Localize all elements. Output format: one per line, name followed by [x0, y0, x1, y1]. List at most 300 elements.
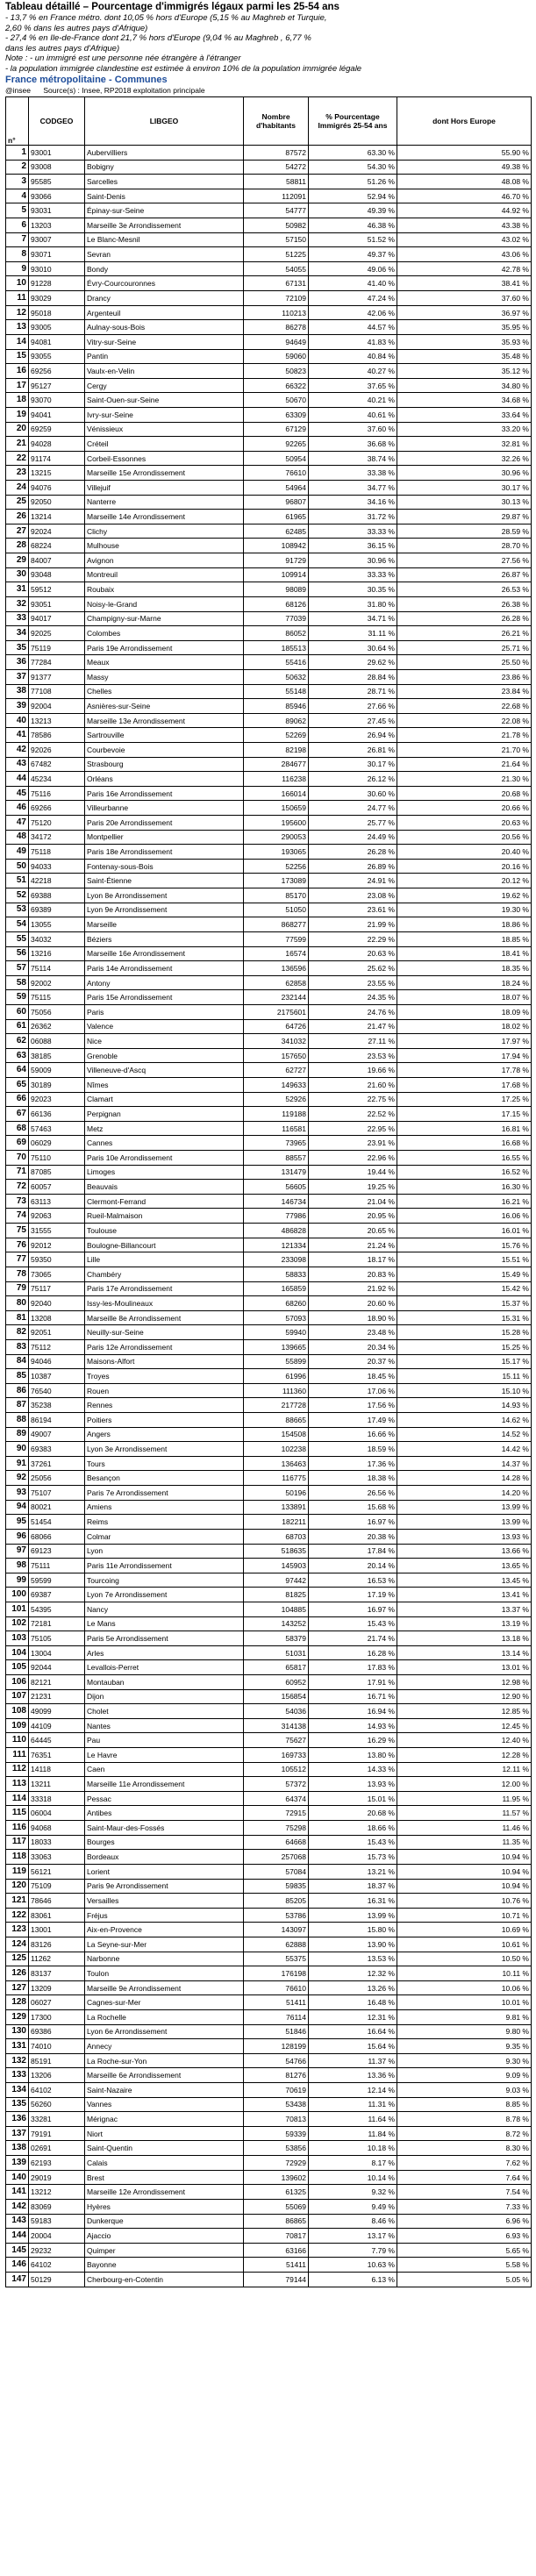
- population-cell: 60952: [244, 1674, 309, 1689]
- population-cell: 64668: [244, 1835, 309, 1850]
- population-cell: 518635: [244, 1544, 309, 1559]
- codgeo-cell: 13214: [29, 510, 85, 524]
- immigrant-pct-cell: 16.64 %: [309, 2024, 397, 2039]
- population-cell: 62858: [244, 975, 309, 990]
- immigrant-pct-cell: 13.36 %: [309, 2068, 397, 2083]
- rank-cell: 123: [6, 1923, 29, 1937]
- non-europe-pct-cell: 13.41 %: [397, 1588, 532, 1602]
- population-cell: 868277: [244, 917, 309, 932]
- codgeo-cell: 92025: [29, 626, 85, 641]
- non-europe-pct-cell: 10.94 %: [397, 1879, 532, 1894]
- libgeo-cell: Orléans: [85, 772, 244, 787]
- population-cell: 58833: [244, 1267, 309, 1281]
- immigrant-pct-cell: 18.45 %: [309, 1369, 397, 1384]
- rank-cell: 110: [6, 1733, 29, 1748]
- immigrant-pct-cell: 20.63 %: [309, 946, 397, 961]
- table-row: [6, 1413, 532, 1428]
- table-row: [6, 2214, 532, 2229]
- codgeo-cell: 62193: [29, 2156, 85, 2171]
- libgeo-cell: Fréjus: [85, 1908, 244, 1923]
- libgeo-cell: Paris 9e Arrondissement: [85, 1879, 244, 1894]
- rank-cell: 81: [6, 1310, 29, 1325]
- non-europe-pct-cell: 15.28 %: [397, 1325, 532, 1340]
- immigrant-pct-cell: 46.38 %: [309, 218, 397, 233]
- libgeo-cell: Troyes: [85, 1369, 244, 1384]
- non-europe-pct-cell: 9.09 %: [397, 2068, 532, 2083]
- non-europe-pct-cell: 12.45 %: [397, 1718, 532, 1733]
- table-row: [6, 1383, 532, 1398]
- codgeo-cell: 26362: [29, 1019, 85, 1034]
- rank-cell: 26: [6, 510, 29, 524]
- population-cell: 57372: [244, 1777, 309, 1792]
- libgeo-cell: Courbevoie: [85, 742, 244, 757]
- immigrant-pct-cell: 16.53 %: [309, 1573, 397, 1588]
- libgeo-cell: Pessac: [85, 1791, 244, 1806]
- non-europe-pct-cell: 8.85 %: [397, 2097, 532, 2112]
- libgeo-cell: Noisy-le-Grand: [85, 596, 244, 611]
- immigrant-pct-cell: 15.01 %: [309, 1791, 397, 1806]
- table-row: [6, 830, 532, 845]
- table-body: [6, 146, 532, 2287]
- libgeo-cell: Marseille 13e Arrondissement: [85, 713, 244, 728]
- codgeo-cell: 82121: [29, 1674, 85, 1689]
- non-europe-pct-cell: 20.12 %: [397, 874, 532, 888]
- codgeo-cell: 94028: [29, 437, 85, 452]
- codgeo-cell: 17300: [29, 2010, 85, 2025]
- codgeo-cell: 68224: [29, 539, 85, 553]
- population-cell: 133891: [244, 1500, 309, 1515]
- rank-cell: 98: [6, 1559, 29, 1573]
- libgeo-cell: Béziers: [85, 931, 244, 946]
- non-europe-pct-cell: 32.26 %: [397, 451, 532, 466]
- rank-cell: 40: [6, 713, 29, 728]
- table-row: [6, 626, 532, 641]
- libgeo-cell: Vénissieux: [85, 422, 244, 437]
- libgeo-cell: Évry-Courcouronnes: [85, 276, 244, 291]
- libgeo-cell: Rennes: [85, 1398, 244, 1413]
- rank-cell: 127: [6, 1980, 29, 1995]
- non-europe-pct-cell: 15.49 %: [397, 1267, 532, 1281]
- immigrant-pct-cell: 20.14 %: [309, 1559, 397, 1573]
- codgeo-cell: 69387: [29, 1588, 85, 1602]
- libgeo-cell: Beauvais: [85, 1180, 244, 1195]
- population-cell: 51225: [244, 247, 309, 262]
- table-row: [6, 1486, 532, 1501]
- non-europe-pct-cell: 13.45 %: [397, 1573, 532, 1588]
- rank-cell: 29: [6, 553, 29, 568]
- table-row: [6, 1427, 532, 1442]
- population-cell: 56605: [244, 1180, 309, 1195]
- table-row: [6, 742, 532, 757]
- population-cell: 76114: [244, 2010, 309, 2025]
- libgeo-cell: Le Havre: [85, 1748, 244, 1763]
- population-cell: 87572: [244, 146, 309, 161]
- table-row: [6, 407, 532, 422]
- population-cell: 54777: [244, 203, 309, 218]
- rank-cell: 34: [6, 626, 29, 641]
- table-row: [6, 845, 532, 860]
- population-cell: 145903: [244, 1559, 309, 1573]
- rank-cell: 135: [6, 2097, 29, 2112]
- population-cell: 55416: [244, 655, 309, 670]
- non-europe-pct-cell: 15.10 %: [397, 1383, 532, 1398]
- codgeo-cell: 77108: [29, 684, 85, 699]
- codgeo-cell: 73065: [29, 1267, 85, 1281]
- population-cell: 72109: [244, 291, 309, 306]
- non-europe-pct-cell: 17.94 %: [397, 1048, 532, 1063]
- table-row: [6, 582, 532, 597]
- non-europe-pct-cell: 17.25 %: [397, 1092, 532, 1107]
- libgeo-cell: Angers: [85, 1427, 244, 1442]
- codgeo-cell: 14118: [29, 1762, 85, 1777]
- libgeo-cell: Paris 20e Arrondissement: [85, 816, 244, 831]
- table-row: [6, 1864, 532, 1879]
- non-europe-pct-cell: 10.76 %: [397, 1894, 532, 1909]
- population-cell: 154508: [244, 1427, 309, 1442]
- codgeo-cell: 92044: [29, 1660, 85, 1675]
- table-row: [6, 261, 532, 276]
- non-europe-pct-cell: 26.38 %: [397, 596, 532, 611]
- table-row: [6, 1923, 532, 1937]
- non-europe-pct-cell: 8.78 %: [397, 2112, 532, 2127]
- rank-cell: 112: [6, 1762, 29, 1777]
- rank-cell: 12: [6, 305, 29, 320]
- immigrant-pct-cell: 63.30 %: [309, 146, 397, 161]
- table-row: [6, 1471, 532, 1486]
- libgeo-cell: Strasbourg: [85, 757, 244, 772]
- immigrant-pct-cell: 16.71 %: [309, 1689, 397, 1704]
- libgeo-cell: Paris 17e Arrondissement: [85, 1281, 244, 1296]
- table-row: [6, 684, 532, 699]
- rank-cell: 113: [6, 1777, 29, 1792]
- non-europe-pct-cell: 10.06 %: [397, 1980, 532, 1995]
- rank-cell: 24: [6, 481, 29, 496]
- rank-cell: 131: [6, 2039, 29, 2054]
- immigrant-pct-cell: 41.83 %: [309, 334, 397, 349]
- rank-cell: 11: [6, 291, 29, 306]
- non-europe-pct-cell: 18.85 %: [397, 931, 532, 946]
- codgeo-cell: 75117: [29, 1281, 85, 1296]
- libgeo-cell: La Seyne-sur-Mer: [85, 1937, 244, 1952]
- libgeo-cell: Rueil-Malmaison: [85, 1209, 244, 1224]
- table-row: [6, 1835, 532, 1850]
- table-row: [6, 2097, 532, 2112]
- libgeo-cell: Meaux: [85, 655, 244, 670]
- libgeo-cell: Drancy: [85, 291, 244, 306]
- non-europe-pct-cell: 5.58 %: [397, 2258, 532, 2273]
- libgeo-cell: Dunkerque: [85, 2214, 244, 2229]
- libgeo-cell: Montpellier: [85, 830, 244, 845]
- table-row: [6, 232, 532, 247]
- non-europe-pct-cell: 15.31 %: [397, 1310, 532, 1325]
- immigrant-pct-cell: 14.33 %: [309, 1762, 397, 1777]
- immigrant-pct-cell: 24.77 %: [309, 801, 397, 816]
- population-cell: 290053: [244, 830, 309, 845]
- immigrant-pct-cell: 16.97 %: [309, 1515, 397, 1530]
- population-cell: 62727: [244, 1063, 309, 1078]
- codgeo-cell: 69266: [29, 801, 85, 816]
- table-header: [6, 97, 532, 146]
- rank-cell: 44: [6, 772, 29, 787]
- non-europe-pct-cell: 30.17 %: [397, 481, 532, 496]
- population-cell: 50196: [244, 1486, 309, 1501]
- table-row: [6, 1704, 532, 1719]
- libgeo-cell: Nîmes: [85, 1078, 244, 1093]
- libgeo-cell: Lyon 7e Arrondissement: [85, 1588, 244, 1602]
- population-cell: 53438: [244, 2097, 309, 2112]
- rank-cell: 133: [6, 2068, 29, 2083]
- rank-cell: 33: [6, 611, 29, 626]
- population-cell: 65817: [244, 1660, 309, 1675]
- table-row: [6, 888, 532, 903]
- immigrant-pct-cell: 36.15 %: [309, 539, 397, 553]
- population-cell: 64726: [244, 1019, 309, 1034]
- rank-cell: 95: [6, 1515, 29, 1530]
- population-cell: 77986: [244, 1209, 309, 1224]
- non-europe-pct-cell: 28.59 %: [397, 524, 532, 539]
- libgeo-cell: Argenteuil: [85, 305, 244, 320]
- table-row: [6, 1515, 532, 1530]
- column-header-immigrant-pct: % Pourcentage Immigrés 25-54 ans: [309, 97, 397, 146]
- table-row: [6, 276, 532, 291]
- codgeo-cell: 13209: [29, 1980, 85, 1995]
- non-europe-pct-cell: 17.68 %: [397, 1078, 532, 1093]
- immigrant-pct-cell: 17.91 %: [309, 1674, 397, 1689]
- table-row: [6, 393, 532, 408]
- immigrant-pct-cell: 9.32 %: [309, 2185, 397, 2200]
- table-row: [6, 481, 532, 496]
- libgeo-cell: Marseille 12e Arrondissement: [85, 2185, 244, 2200]
- immigrant-pct-cell: 29.62 %: [309, 655, 397, 670]
- immigrant-pct-cell: 18.66 %: [309, 1821, 397, 1836]
- table-row: [6, 2243, 532, 2258]
- rank-cell: 50: [6, 859, 29, 874]
- immigrant-pct-cell: 51.52 %: [309, 232, 397, 247]
- immigrant-pct-cell: 16.28 %: [309, 1645, 397, 1660]
- codgeo-cell: 34032: [29, 931, 85, 946]
- libgeo-cell: Montauban: [85, 1674, 244, 1689]
- population-cell: 98089: [244, 582, 309, 597]
- libgeo-cell: Sarcelles: [85, 175, 244, 189]
- codgeo-cell: 69383: [29, 1442, 85, 1457]
- non-europe-pct-cell: 16.52 %: [397, 1165, 532, 1180]
- libgeo-cell: Tours: [85, 1456, 244, 1471]
- immigrant-pct-cell: 20.68 %: [309, 1806, 397, 1821]
- codgeo-cell: 75111: [29, 1559, 85, 1573]
- table-row: [6, 1937, 532, 1952]
- libgeo-cell: Chelles: [85, 684, 244, 699]
- codgeo-cell: 56260: [29, 2097, 85, 2112]
- population-cell: 63166: [244, 2243, 309, 2258]
- table-row: [6, 1456, 532, 1471]
- immigrant-pct-cell: 23.55 %: [309, 975, 397, 990]
- codgeo-cell: 57463: [29, 1121, 85, 1136]
- population-cell: 70813: [244, 2112, 309, 2127]
- codgeo-cell: 69256: [29, 364, 85, 379]
- codgeo-cell: 50129: [29, 2272, 85, 2287]
- population-cell: 486828: [244, 1224, 309, 1238]
- table-row: [6, 305, 532, 320]
- population-cell: 50954: [244, 451, 309, 466]
- table-row: [6, 146, 532, 161]
- non-europe-pct-cell: 23.86 %: [397, 669, 532, 684]
- libgeo-cell: Bobigny: [85, 160, 244, 175]
- codgeo-cell: 06029: [29, 1136, 85, 1151]
- libgeo-cell: Dijon: [85, 1689, 244, 1704]
- table-row: [6, 931, 532, 946]
- non-europe-pct-cell: 13.99 %: [397, 1500, 532, 1515]
- codgeo-cell: 56121: [29, 1864, 85, 1879]
- libgeo-cell: Rouen: [85, 1383, 244, 1398]
- table-row: [6, 2156, 532, 2171]
- non-europe-pct-cell: 35.95 %: [397, 320, 532, 335]
- non-europe-pct-cell: 21.70 %: [397, 742, 532, 757]
- non-europe-pct-cell: 22.08 %: [397, 713, 532, 728]
- non-europe-pct-cell: 14.93 %: [397, 1398, 532, 1413]
- table-row: [6, 2053, 532, 2068]
- table-row: [6, 334, 532, 349]
- table-row: [6, 1980, 532, 1995]
- rank-cell: 69: [6, 1136, 29, 1151]
- rank-cell: 117: [6, 1835, 29, 1850]
- population-cell: 143252: [244, 1616, 309, 1631]
- rank-cell: 93: [6, 1486, 29, 1501]
- codgeo-cell: 91228: [29, 276, 85, 291]
- population-cell: 102238: [244, 1442, 309, 1457]
- population-cell: 57093: [244, 1310, 309, 1325]
- rank-cell: 129: [6, 2010, 29, 2025]
- population-cell: 169733: [244, 1748, 309, 1763]
- table-row: [6, 1850, 532, 1865]
- table-row: [6, 669, 532, 684]
- immigrant-pct-cell: 25.62 %: [309, 961, 397, 976]
- codgeo-cell: 93029: [29, 291, 85, 306]
- immigrant-pct-cell: 8.17 %: [309, 2156, 397, 2171]
- rank-cell: 27: [6, 524, 29, 539]
- rank-cell: 36: [6, 655, 29, 670]
- immigrant-pct-cell: 18.38 %: [309, 1471, 397, 1486]
- codgeo-cell: 59350: [29, 1252, 85, 1267]
- population-cell: 50670: [244, 393, 309, 408]
- table-row: [6, 1224, 532, 1238]
- rank-cell: 118: [6, 1850, 29, 1865]
- immigrant-pct-cell: 10.18 %: [309, 2141, 397, 2156]
- table-row: [6, 655, 532, 670]
- immigrant-pct-cell: 26.81 %: [309, 742, 397, 757]
- non-europe-pct-cell: 17.78 %: [397, 1063, 532, 1078]
- immigrant-pct-cell: 34.71 %: [309, 611, 397, 626]
- libgeo-cell: Aix-en-Provence: [85, 1923, 244, 1937]
- codgeo-cell: 66136: [29, 1107, 85, 1122]
- codgeo-cell: 83137: [29, 1966, 85, 1981]
- table-row: [6, 2112, 532, 2127]
- population-cell: 136596: [244, 961, 309, 976]
- libgeo-cell: Paris 19e Arrondissement: [85, 640, 244, 655]
- population-cell: 16574: [244, 946, 309, 961]
- libgeo-cell: Cholet: [85, 1704, 244, 1719]
- immigrant-pct-cell: 26.28 %: [309, 845, 397, 860]
- rank-cell: 96: [6, 1529, 29, 1544]
- population-cell: 55069: [244, 2199, 309, 2214]
- non-europe-pct-cell: 13.65 %: [397, 1559, 532, 1573]
- population-cell: 173089: [244, 874, 309, 888]
- codgeo-cell: 75119: [29, 640, 85, 655]
- table-row: [6, 2199, 532, 2214]
- table-row: [6, 2229, 532, 2244]
- non-europe-pct-cell: 15.37 %: [397, 1296, 532, 1311]
- immigrant-pct-cell: 40.27 %: [309, 364, 397, 379]
- non-europe-pct-cell: 6.93 %: [397, 2229, 532, 2244]
- libgeo-cell: Vaulx-en-Velin: [85, 364, 244, 379]
- table-row: [6, 1602, 532, 1616]
- population-cell: 50823: [244, 364, 309, 379]
- table-row: [6, 1559, 532, 1573]
- non-europe-pct-cell: 12.90 %: [397, 1689, 532, 1704]
- source-line: [5, 86, 531, 95]
- immigrant-pct-cell: 33.33 %: [309, 524, 397, 539]
- rank-cell: 115: [6, 1806, 29, 1821]
- immigrant-pct-cell: 26.12 %: [309, 772, 397, 787]
- immigrant-pct-cell: 21.99 %: [309, 917, 397, 932]
- codgeo-cell: 83061: [29, 1908, 85, 1923]
- non-europe-pct-cell: 13.99 %: [397, 1515, 532, 1530]
- note-line: Note : - un immigré est une personne née étrangère à l'étranger: [5, 54, 241, 63]
- codgeo-cell: 93048: [29, 567, 85, 582]
- codgeo-cell: 13004: [29, 1645, 85, 1660]
- codgeo-cell: 67482: [29, 757, 85, 772]
- rank-cell: 119: [6, 1864, 29, 1879]
- codgeo-cell: 44109: [29, 1718, 85, 1733]
- non-europe-pct-cell: 6.96 %: [397, 2214, 532, 2229]
- codgeo-cell: 75118: [29, 845, 85, 860]
- libgeo-cell: Colombes: [85, 626, 244, 641]
- table-row: [6, 713, 532, 728]
- rank-cell: 147: [6, 2272, 29, 2287]
- immigrant-pct-cell: 21.60 %: [309, 1078, 397, 1093]
- table-row: [6, 1588, 532, 1602]
- column-header-non-europe: dont Hors Europe: [397, 97, 532, 146]
- non-europe-pct-cell: 15.51 %: [397, 1252, 532, 1267]
- table-row: [6, 1267, 532, 1281]
- rank-cell: 59: [6, 990, 29, 1005]
- population-cell: 72929: [244, 2156, 309, 2171]
- libgeo-cell: Aulnay-sous-Bois: [85, 320, 244, 335]
- population-cell: 193065: [244, 845, 309, 860]
- non-europe-pct-cell: 14.42 %: [397, 1442, 532, 1457]
- population-cell: 165859: [244, 1281, 309, 1296]
- rank-cell: 103: [6, 1631, 29, 1646]
- population-cell: 58811: [244, 175, 309, 189]
- codgeo-cell: 92063: [29, 1209, 85, 1224]
- immigrant-pct-cell: 23.08 %: [309, 888, 397, 903]
- libgeo-cell: Metz: [85, 1121, 244, 1136]
- rank-cell: 132: [6, 2053, 29, 2068]
- immigrant-pct-cell: 30.17 %: [309, 757, 397, 772]
- rank-cell: 6: [6, 218, 29, 233]
- codgeo-cell: 86194: [29, 1413, 85, 1428]
- table-row: [6, 961, 532, 976]
- codgeo-cell: 75109: [29, 1879, 85, 1894]
- libgeo-cell: Valence: [85, 1019, 244, 1034]
- table-row: [6, 1296, 532, 1311]
- population-cell: 61325: [244, 2185, 309, 2200]
- population-cell: 55899: [244, 1354, 309, 1369]
- codgeo-cell: 31555: [29, 1224, 85, 1238]
- rank-cell: 54: [6, 917, 29, 932]
- immigrant-pct-cell: 10.63 %: [309, 2258, 397, 2273]
- libgeo-cell: Champigny-sur-Marne: [85, 611, 244, 626]
- population-cell: 51031: [244, 1645, 309, 1660]
